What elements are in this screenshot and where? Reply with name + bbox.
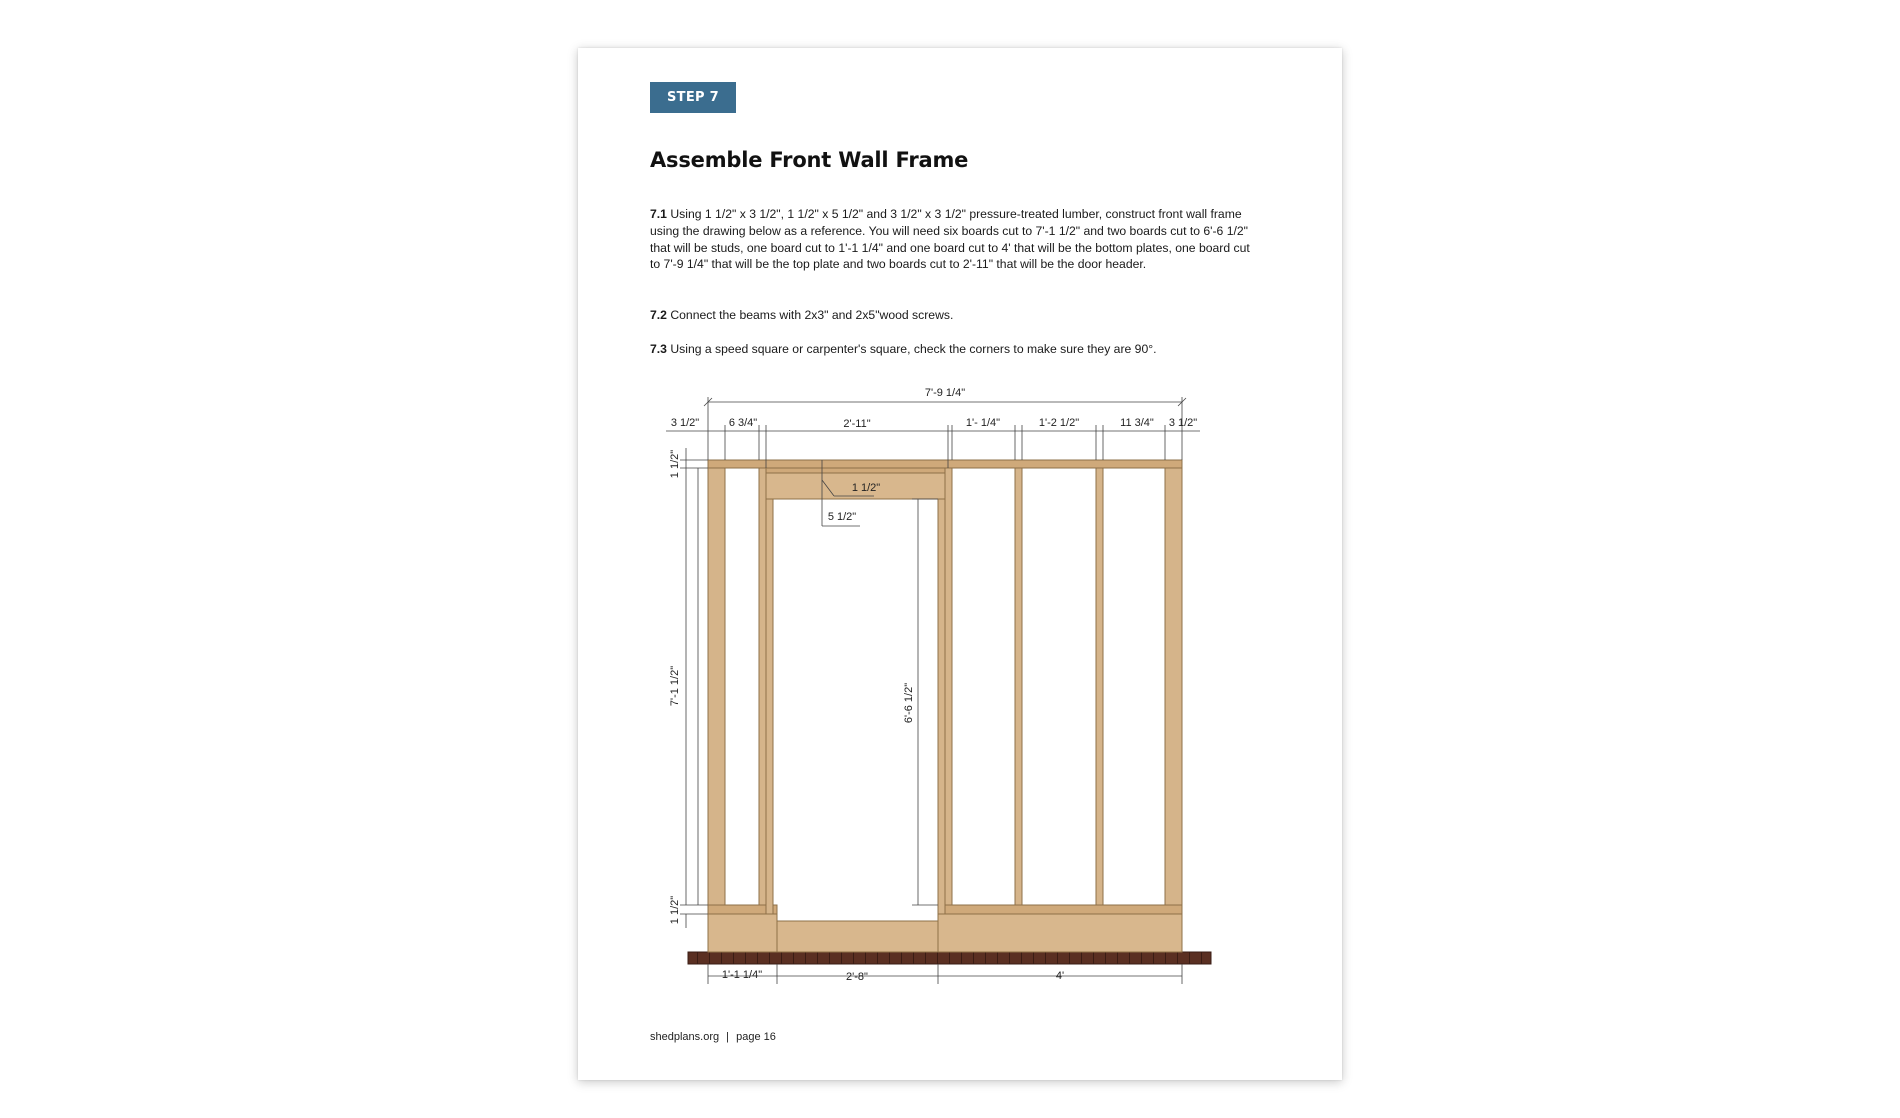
dim-door-height: 6'-6 1/2" — [903, 682, 915, 724]
front-wall-frame-drawing — [578, 48, 1342, 1080]
page-title: Assemble Front Wall Frame — [650, 148, 969, 172]
dim-bay-1: 1'- 1/4" — [965, 417, 1001, 429]
step-text: Connect the beams with 2x3" and 2x5"wood screws. — [670, 308, 954, 322]
top-plate — [708, 460, 1182, 468]
step-number: 7.3 — [650, 342, 667, 356]
step-number: 7.2 — [650, 308, 667, 322]
step-text: Using 1 1/2" x 3 1/2", 1 1/2" x 5 1/2" and 3 1/2" x 3 1/2" pressure-treated lumber, construct front wall frame using the drawing below as a reference. You will need six boards cut to 7'-1 1/2" and two boards cut to 6'-6 1/2" that will be studs, one board cut to 1'-1 1/4" and one board cut to 4' that will be the bottom plates, one board cut to 7'-9 1/4" that will be the top plate and two boards cut to 2'-11" that will be the door header. — [650, 207, 1250, 272]
step-text: Using a speed square or carpenter's square, check the corners to make sure they are 90°. — [670, 342, 1157, 356]
dim-header-thickness: 1 1/2" — [851, 482, 881, 494]
dim-header-span: 2'-11" — [843, 418, 871, 430]
header-top-board — [766, 468, 948, 473]
dim-bottom-plate: 1 1/2" — [669, 895, 681, 925]
jack-stud-left — [766, 499, 773, 914]
stud-1 — [1015, 468, 1022, 905]
king-stud-left — [759, 468, 766, 905]
dim-bottom-left: 1'-1 1/4" — [721, 969, 763, 981]
bottom-plate-right — [938, 905, 1182, 914]
bottom-board-left — [708, 914, 777, 952]
dim-door-opening: 2'-8" — [846, 971, 868, 983]
dim-bay-2: 1'-2 1/2" — [1038, 417, 1080, 429]
end-stud-right — [1165, 468, 1182, 905]
dim-overall-width: 7'-9 1/4" — [924, 387, 966, 399]
page-footer — [650, 1031, 776, 1043]
dim-end-stud-right: 3 1/2" — [1168, 417, 1198, 429]
dim-left-gap: 6 3/4" — [728, 417, 758, 429]
dim-wall-height: 7'-1 1/2" — [669, 665, 681, 707]
end-stud-left — [708, 468, 725, 905]
bottom-board-right — [938, 914, 1182, 952]
dim-top-plate: 1 1/2" — [669, 449, 681, 479]
dim-bottom-right: 4' — [1055, 970, 1065, 982]
jack-stud-right — [938, 499, 945, 914]
dim-end-stud: 3 1/2" — [670, 417, 700, 429]
bottom-board-door — [777, 921, 938, 952]
footer-separator: | — [726, 1031, 730, 1043]
footer-site: shedplans.org — [650, 1031, 720, 1043]
step-number: 7.1 — [650, 207, 667, 221]
dim-header-depth: 5 1/2" — [827, 511, 857, 523]
king-stud-right — [945, 468, 952, 905]
document-page — [578, 48, 1342, 1080]
stud-2 — [1096, 468, 1103, 905]
dim-bay-3: 11 3/4" — [1120, 417, 1154, 429]
step-badge: STEP 7 — [650, 82, 736, 113]
footer-page-number: page 16 — [736, 1031, 776, 1043]
foundation-beam — [688, 952, 1211, 964]
